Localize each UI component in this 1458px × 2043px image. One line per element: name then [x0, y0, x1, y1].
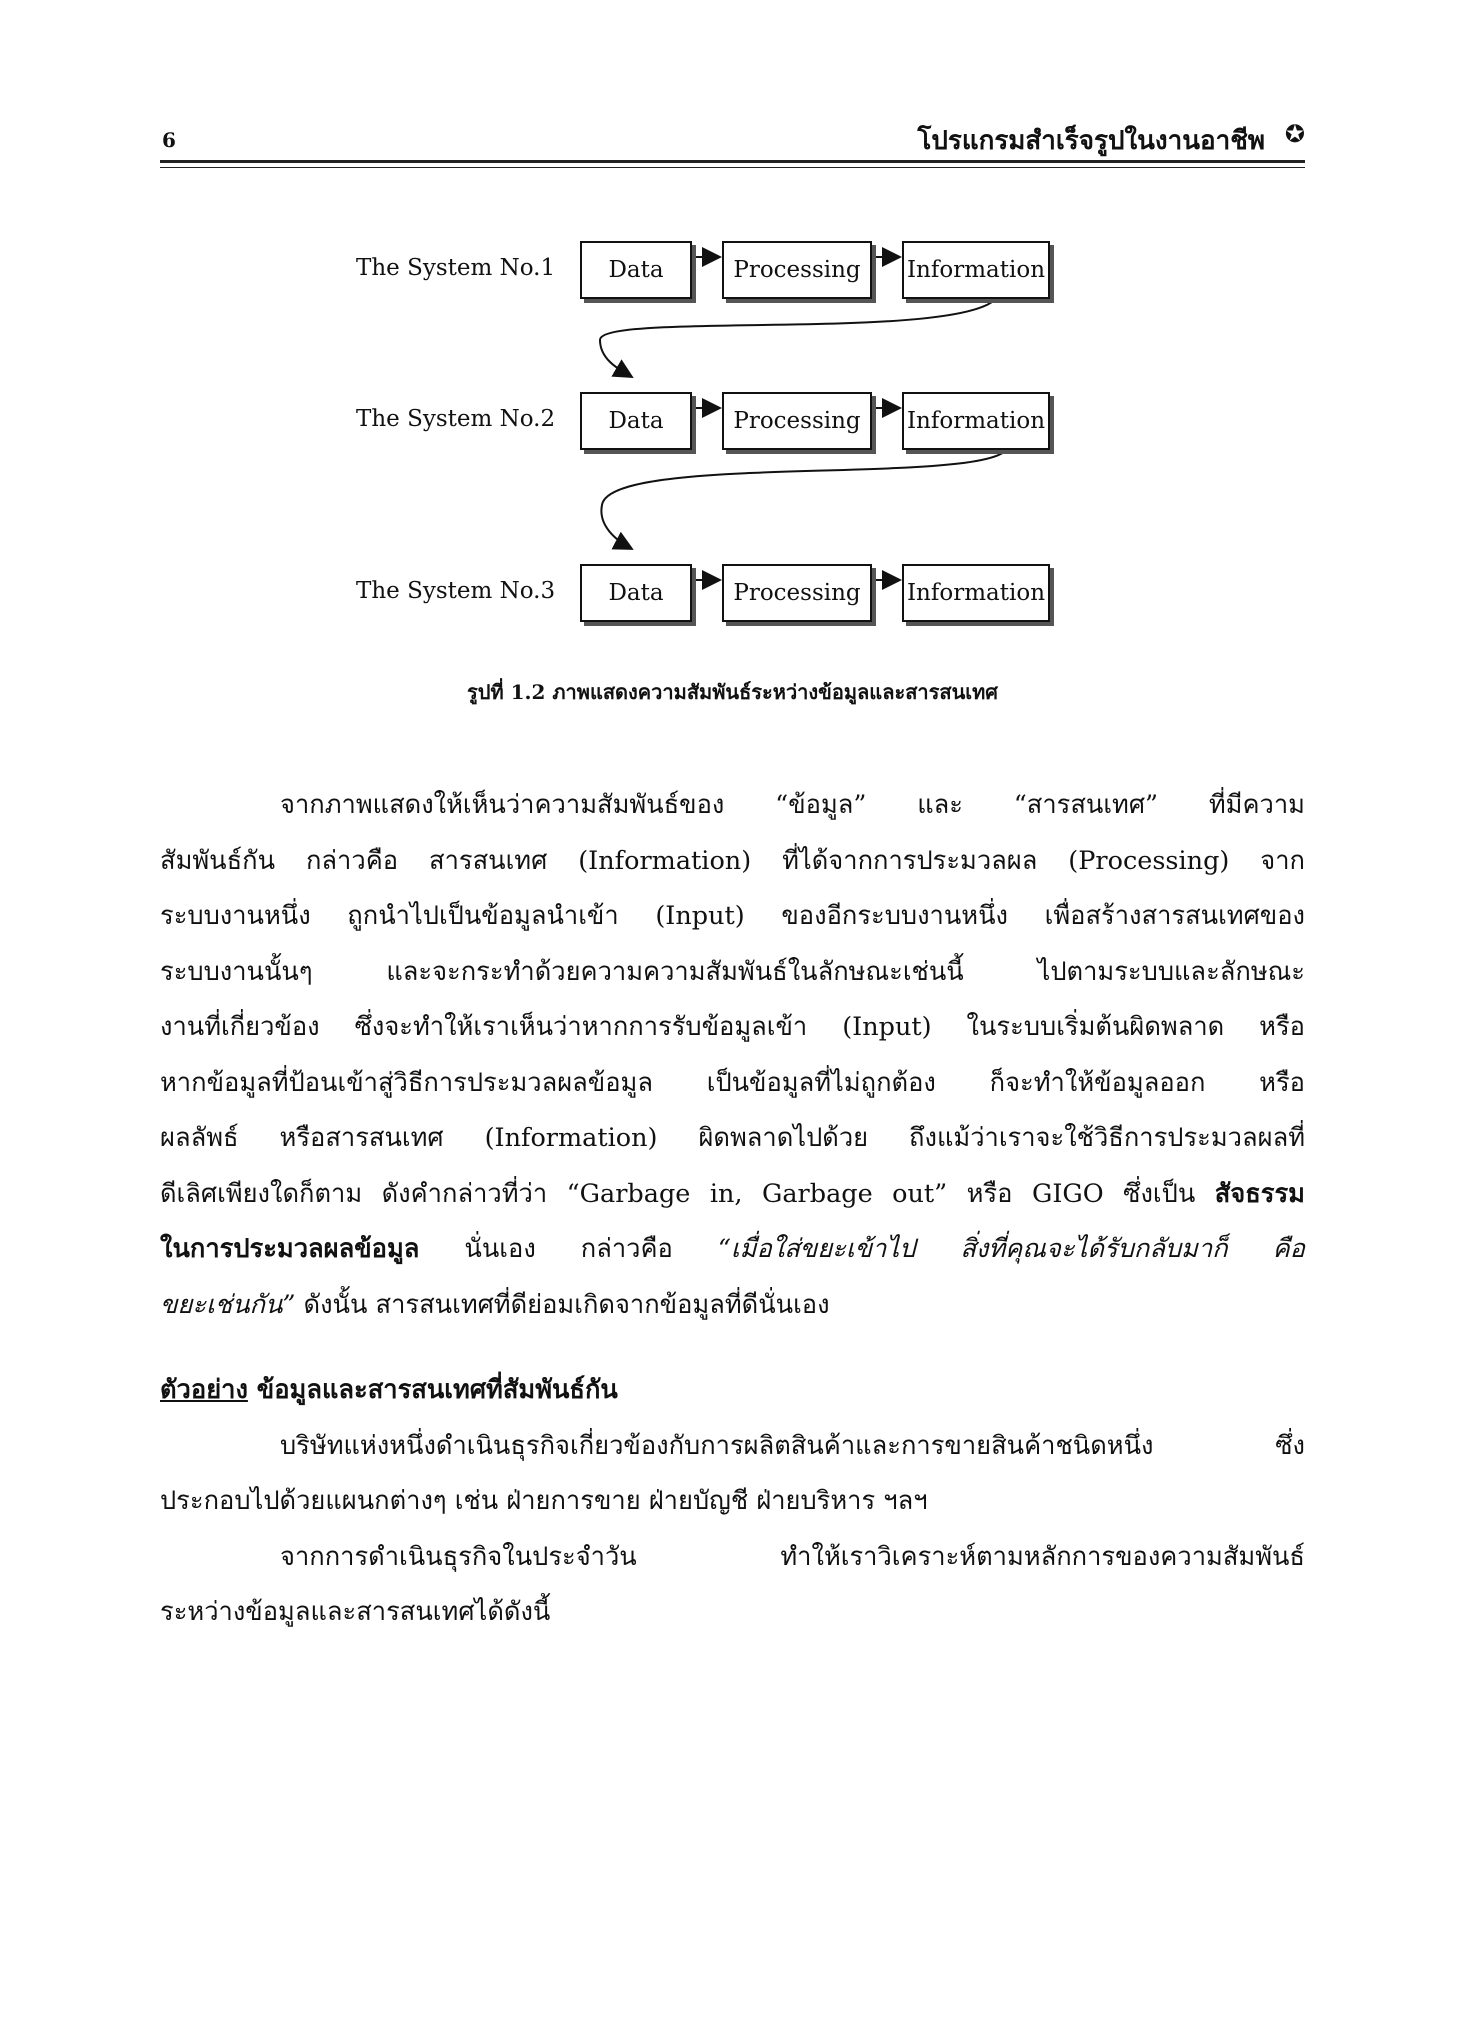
- text-line: ผลลัพธ์ หรือสารสนเทศ (Information) ผิดพลาดไปด้วย ถึงแม้ว่าเราจะใช้วิธีการประมวลผลที่: [160, 1123, 1305, 1153]
- text-span: ดังนั้น สารสนเทศที่ดีย่อมเกิดจากข้อมูลที่ดีนั่นเอง: [295, 1289, 830, 1320]
- arrow-system2-to-system3: [601, 441, 1008, 549]
- text-span: นั่นเอง กล่าวคือ: [419, 1234, 718, 1264]
- information-box-1: Information: [902, 241, 1050, 299]
- arrow-system1-to-system2: [600, 290, 1000, 377]
- figure-caption: รูปที่ 1.2 ภาพแสดงความสัมพันธ์ระหว่างข้อมูลและสารสนเทศ: [467, 680, 998, 704]
- ornament-icon: ✪: [1284, 120, 1305, 148]
- emphasis-truth: สัจธรรม: [1214, 1178, 1305, 1209]
- text-line: จากภาพแสดงให้เห็นว่าความสัมพันธ์ของ “ข้อมูล” และ “สารสนเทศ” ที่มีความ: [280, 790, 1305, 820]
- header-rule-thin: [160, 167, 1305, 168]
- information-box-3: Information: [902, 564, 1050, 622]
- example-label: ตัวอย่าง: [160, 1375, 248, 1405]
- emphasis-data-processing: ในการประมวลผลข้อมูล: [160, 1234, 420, 1264]
- text-line: บริษัทแห่งหนึ่งดำเนินธุรกิจเกี่ยวข้องกับการผลิตสินค้าและการขายสินค้าชนิดหนึ่ง ซึ่ง: [280, 1430, 1305, 1461]
- processing-box-3: Processing: [722, 564, 872, 622]
- text-line: ประกอบไปด้วยแผนกต่างๆ เช่น ฝ่ายการขาย ฝ่ายบัญชี ฝ่ายบริหาร ฯลฯ: [160, 1486, 928, 1516]
- text-line: [160, 1222, 1305, 1278]
- data-box-1: Data: [580, 241, 692, 299]
- example-title: ข้อมูลและสารสนเทศที่สัมพันธ์กัน: [247, 1375, 618, 1405]
- data-box-2: Data: [580, 392, 692, 450]
- system-label-3: The System No.3: [356, 578, 556, 604]
- text-line: จากการดำเนินธุรกิจในประจำวัน ทำให้เราวิเคราะห์ตามหลักการของความสัมพันธ์: [280, 1541, 1305, 1572]
- text-line: ระบบงานหนึ่ง ถูกนำไปเป็นข้อมูลนำเข้า (Input) ของอีกระบบงานหนึ่ง เพื่อสร้างสารสนเทศของ: [160, 901, 1305, 931]
- running-title: โปรแกรมสำเร็จรูปในงานอาชีพ: [917, 126, 1265, 156]
- text-line: สัมพันธ์กัน กล่าวคือ สารสนเทศ (Information) ที่ได้จากการประมวลผล (Processing) จาก: [160, 845, 1305, 876]
- text-span: ดีเลิศเพียงใดก็ตาม ดังคำกล่าวที่ว่า “Garbage in, Garbage out” หรือ GIGO ซึ่งเป็น: [160, 1178, 1215, 1209]
- system-label-1: The System No.1: [356, 255, 556, 281]
- paragraph-1: [160, 778, 1305, 1333]
- system-flow-diagram: [340, 225, 1080, 645]
- example-paragraph-2: [160, 1530, 1305, 1641]
- text-line: ระหว่างข้อมูลและสารสนเทศได้ดังนี้: [160, 1597, 551, 1627]
- example-heading: [160, 1363, 1305, 1419]
- quote-garbage-end: ขยะเช่นกัน”: [160, 1289, 296, 1320]
- text-line: [160, 1278, 1305, 1334]
- information-box-2: Information: [902, 392, 1050, 450]
- processing-box-2: Processing: [722, 392, 872, 450]
- body-text: [160, 778, 1305, 1641]
- text-line: [160, 1167, 1305, 1223]
- processing-box-1: Processing: [722, 241, 872, 299]
- system-label-2: The System No.2: [356, 406, 556, 432]
- quote-garbage: “เมื่อใส่ขยะเข้าไป สิ่งที่คุณจะได้รับกลับมาก็ คือ: [717, 1234, 1305, 1264]
- text-line: งานที่เกี่ยวข้อง ซึ่งจะทำให้เราเห็นว่าหากการรับข้อมูลเข้า (Input) ในระบบเริ่มต้นผิดพลาด หรือ: [160, 1012, 1305, 1042]
- data-box-3: Data: [580, 564, 692, 622]
- page-header: [160, 118, 1305, 158]
- header-rule-thick: [160, 160, 1305, 163]
- text-line: หากข้อมูลที่ป้อนเข้าสู่วิธีการประมวลผลข้อมูล เป็นข้อมูลที่ไม่ถูกต้อง ก็จะทำให้ข้อมูลออก หรือ: [160, 1067, 1305, 1098]
- page-number: 6: [162, 128, 176, 152]
- example-paragraph-1: [160, 1419, 1305, 1530]
- text-line: ระบบงานนั้นๆ และจะกระทำด้วยความความสัมพันธ์ในลักษณะเช่นนี้ ไปตามระบบและลักษณะ: [160, 956, 1305, 987]
